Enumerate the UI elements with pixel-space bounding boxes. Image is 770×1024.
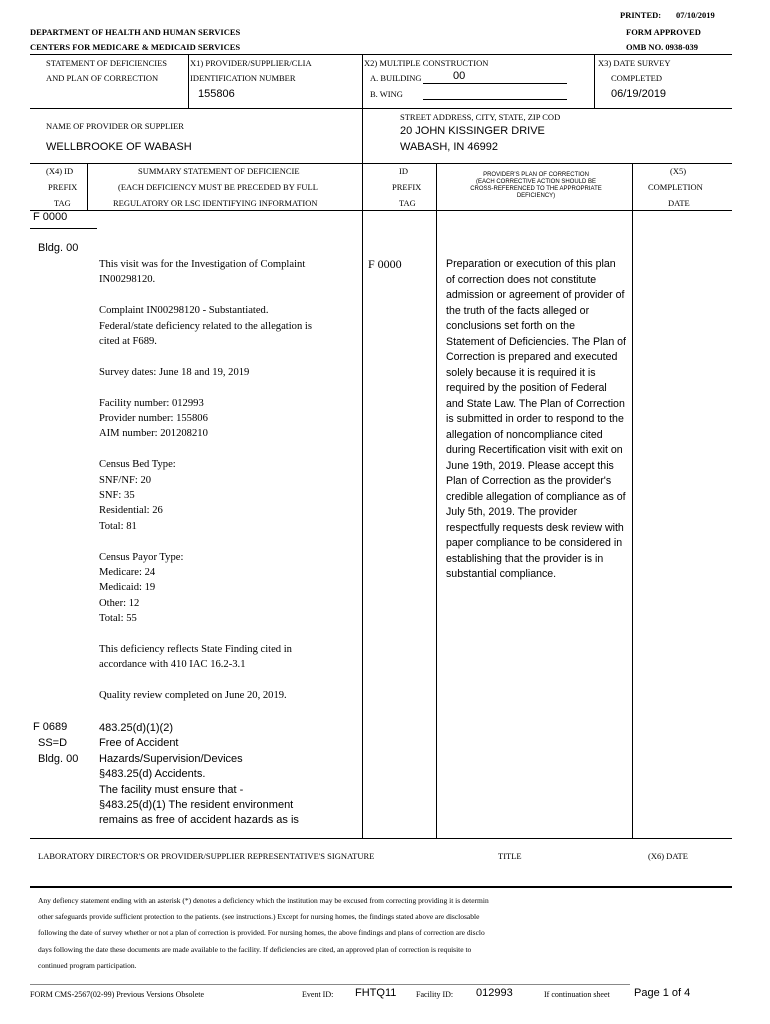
disclaimer	[38, 893, 728, 974]
summary-line: Census Payor Type:	[99, 551, 184, 563]
bldg-label: Bldg. 00	[38, 242, 79, 254]
continuation-label: If continuation sheet	[544, 990, 610, 999]
header-mid-rule	[30, 108, 732, 109]
x2-label: X2) MULTIPLE CONSTRUCTION	[364, 58, 489, 68]
x5-label: (X5)	[670, 166, 687, 176]
disclaimer-line: continued program participation.	[38, 960, 137, 970]
signature-label: LABORATORY DIRECTOR'S OR PROVIDER/SUPPLIER REPRESENTATIVE'S SIGNATURE	[38, 851, 375, 861]
completion-label: COMPLETION	[648, 182, 703, 192]
summary-line: Total: 55	[99, 613, 137, 625]
summary-line: 483.25(d)(1)(2)	[99, 722, 173, 734]
building-underline	[423, 83, 567, 84]
summary-line: Total: 81	[99, 520, 137, 532]
header-bottom-rule	[30, 163, 732, 164]
statement-label-2: AND PLAN OF CORRECTION	[46, 73, 159, 83]
divider	[362, 54, 363, 163]
divider	[362, 163, 363, 838]
printed-label: PRINTED:	[620, 10, 662, 20]
provider-id-value: 155806	[198, 88, 235, 100]
id-tag-f0000: F 0000	[368, 257, 402, 271]
plan-of-correction-header	[443, 172, 629, 200]
summary-line: Provider number: 155806	[99, 413, 208, 425]
form-number: FORM CMS-2567(02-99) Previous Versions Obsolete	[30, 990, 205, 999]
summary-header-2: (EACH DEFICIENCY MUST BE PRECEDED BY FULL	[118, 182, 318, 192]
poc-header-line: CROSS-REFERENCED TO THE APPROPRIATE	[470, 186, 602, 192]
signature-bottom-rule	[30, 886, 732, 888]
summary-line: This visit was for the Investigation of Complaint	[99, 259, 306, 270]
summary-line	[99, 288, 312, 303]
summary-line: remains as free of accident hazards as is	[99, 814, 299, 827]
x4-tag-label: TAG	[54, 198, 71, 208]
summary-line	[99, 442, 312, 457]
summary-line	[99, 534, 312, 549]
completion-date-label: DATE	[668, 198, 690, 208]
summary-line: Complaint IN00298120 - Substantiated.	[99, 305, 269, 317]
page-number: Page 1 of 4	[634, 987, 691, 999]
summary-line	[99, 673, 312, 688]
summary-line: Medicaid: 19	[99, 582, 156, 594]
x1-label: X1) PROVIDER/SUPPLIER/CLIA	[190, 58, 312, 68]
summary-line	[99, 380, 312, 395]
divider	[594, 54, 595, 108]
building-value: 00	[453, 70, 466, 82]
divider	[632, 163, 633, 838]
summary-line: Medicare: 24	[99, 567, 156, 579]
poc-header-line: PROVIDER'S PLAN OF CORRECTION	[483, 172, 589, 178]
summary-line: SNF: 35	[99, 490, 135, 502]
printed-date: 07/10/2019	[676, 10, 715, 20]
building-label: A. BUILDING	[370, 73, 422, 83]
summary-line: Federal/state deficiency related to the allegation is	[99, 320, 312, 332]
event-id-value: FHTQ11	[355, 987, 397, 999]
scope-severity: SS=D	[38, 737, 68, 749]
divider	[436, 163, 437, 838]
summary-line: Facility number: 012993	[99, 397, 204, 409]
tag-f0689: F 0689	[33, 721, 68, 733]
summary-line: Hazards/Supervision/Devices	[99, 752, 243, 765]
footer-rule	[30, 984, 630, 985]
summary-line: Other: 12	[99, 597, 140, 609]
body-bottom-rule	[30, 838, 732, 839]
survey-date-value: 06/19/2019	[611, 88, 667, 100]
summary-line: Census Bed Type:	[99, 459, 176, 471]
provider-name: WELLBROOKE OF WABASH	[46, 141, 192, 153]
id-label: ID	[399, 166, 408, 176]
plan-of-correction-text: Preparation or execution of this plan of correction does not constitute admission or agreement of provider of the truth of the facts alleged or conclusions set forth on the Statement of Deficiencies. The Plan of Correction is prepared and executed solely because it is required it is required by the position of Federal and State Law. The Plan of Correction is submitted in order to respond to the allegation of noncompliance cited during Recertification visit with exit on June 19th, 2019. Please accept this Plan of Correction as the provider's credible allegation of compliance as of July 5th, 2019. The provider respectfully requests desk review with paper compliance to be considered in establishing that the provider is in substantial compliance.	[446, 258, 626, 580]
summary-block-1	[99, 257, 312, 704]
summary-line: Quality review completed on June 20, 2019.	[99, 690, 287, 702]
address-line-2: WABASH, IN 46992	[400, 141, 499, 153]
summary-block-2	[99, 721, 299, 829]
header-top-rule	[30, 54, 732, 55]
column-header-rule	[30, 210, 732, 211]
x4-prefix-label: PREFIX	[48, 182, 78, 192]
title-label: TITLE	[498, 851, 522, 861]
address-label: STREET ADDRESS, CITY, STATE, ZIP COD	[400, 112, 561, 122]
summary-line: Residential: 26	[99, 505, 163, 517]
summary-line: cited at F689.	[99, 336, 157, 348]
divider	[87, 163, 88, 210]
summary-line: accordance with 410 IAC 16.2-3.1	[99, 659, 246, 671]
form-approved: FORM APPROVED	[626, 27, 701, 37]
disclaimer-line: other safeguards provide sufficient protection to the patients. (see instructions.) Except for nursing homes, the findings stated above are disclosable	[38, 912, 480, 922]
summary-line: The facility must ensure that -	[99, 783, 244, 796]
facility-id-value: 012993	[476, 987, 513, 999]
x4-label: (X4) ID	[46, 166, 74, 176]
x6-date-label: (X6) DATE	[648, 851, 688, 861]
agency-name: DEPARTMENT OF HEALTH AND HUMAN SERVICES	[30, 27, 241, 37]
summary-line: Free of Accident	[99, 737, 179, 750]
summary-line	[99, 349, 312, 364]
facility-id-label: Facility ID:	[416, 990, 454, 999]
summary-line: §483.25(d)(1) The resident environment	[99, 799, 294, 812]
wing-underline	[423, 99, 567, 100]
divider	[188, 54, 189, 108]
tag-underline	[30, 228, 97, 229]
summary-line: This deficiency reflects State Finding cited in	[99, 644, 292, 656]
id-tag-label: TAG	[399, 198, 416, 208]
summary-line: IN00298120.	[99, 274, 156, 286]
provider-name-label: NAME OF PROVIDER OR SUPPLIER	[46, 121, 184, 131]
disclaimer-line: days following the date these documents are made available to the facility. If deficiencies are cited, an approved plan of correction is requisite to	[38, 944, 472, 954]
statement-label: STATEMENT OF DEFICIENCIES	[46, 58, 168, 68]
summary-line: AIM number: 201208210	[99, 428, 208, 440]
center-name: CENTERS FOR MEDICARE & MEDICAID SERVICES	[30, 42, 241, 52]
x3-label-2: COMPLETED	[611, 73, 662, 83]
x1-label-2: IDENTIFICATION NUMBER	[190, 73, 296, 83]
id-prefix-label: PREFIX	[392, 182, 422, 192]
poc-header-line: DEFICIENCY)	[516, 193, 556, 199]
omb-number: OMB NO. 0938-039	[626, 42, 699, 52]
summary-line: Survey dates: June 18 and 19, 2019	[99, 366, 250, 378]
event-id-label: Event ID:	[302, 990, 334, 999]
disclaimer-line: following the date of survey whether or not a plan of correction is provided. For nursing homes, the above findings and plans of correction are disclo	[38, 928, 485, 938]
summary-header-3: REGULATORY OR LSC IDENTIFYING INFORMATION	[113, 198, 318, 208]
summary-header: SUMMARY STATEMENT OF DEFICIENCIE	[138, 166, 300, 176]
summary-line: §483.25(d) Accidents.	[99, 768, 206, 781]
bldg-label-2: Bldg. 00	[38, 753, 79, 765]
address-line-1: 20 JOHN KISSINGER DRIVE	[400, 125, 545, 137]
wing-label: B. WING	[370, 89, 403, 99]
poc-header-line: (EACH CORRECTIVE ACTION SHOULD BE	[475, 179, 597, 185]
disclaimer-line: Any defiency statement ending with an asterisk (*) denotes a deficiency which the institution may be excused from correcting providing it is determin	[38, 896, 489, 905]
summary-line	[99, 627, 312, 642]
tag-f0000: F 0000	[33, 211, 68, 223]
summary-line: SNF/NF: 20	[99, 474, 152, 486]
x3-label: X3) DATE SURVEY	[598, 58, 671, 68]
